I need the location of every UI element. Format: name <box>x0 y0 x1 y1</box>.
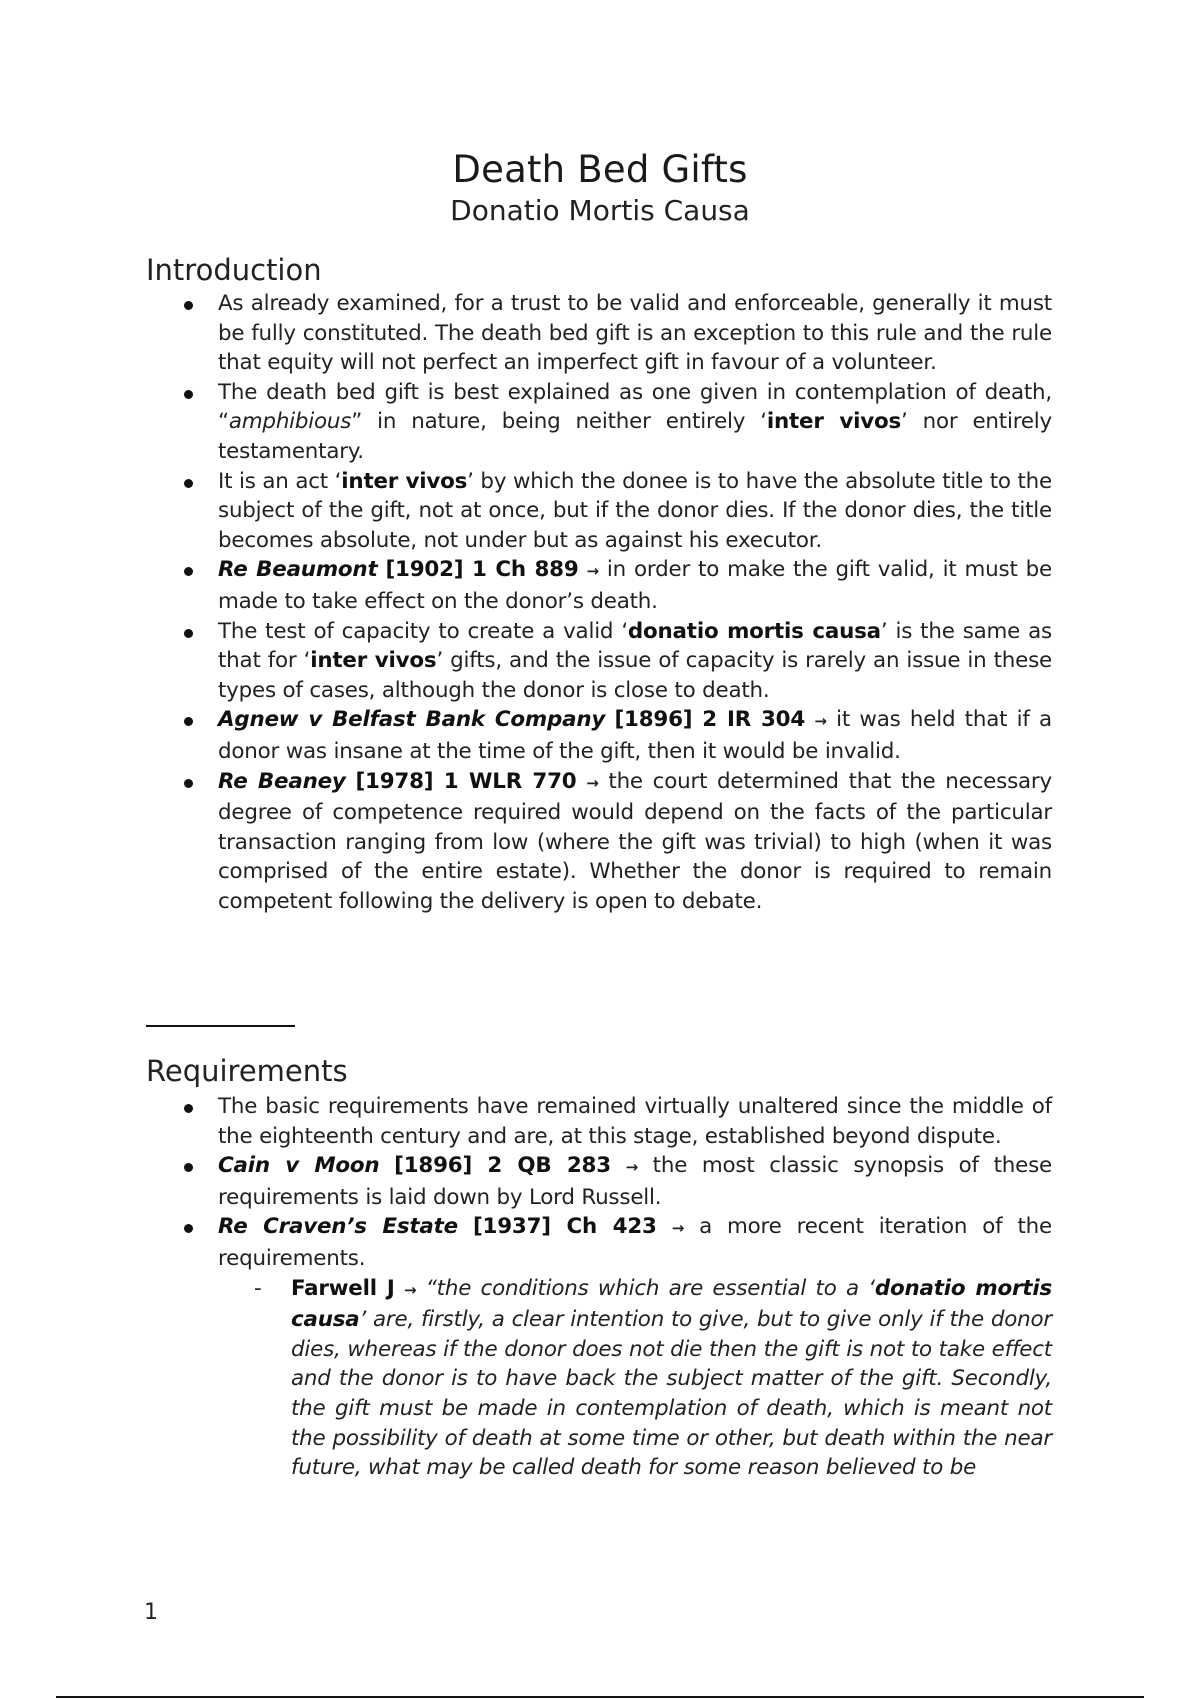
bullet-text-pre: The test of capacity to create a valid ‘ <box>218 618 628 644</box>
section-heading-introduction: Introduction <box>146 253 322 287</box>
bullet-text-pre: It is an act ‘ <box>218 468 342 494</box>
case-name: Re Beaney <box>218 768 346 794</box>
dash-marker: - <box>254 1275 262 1301</box>
page-number: 1 <box>144 1600 158 1625</box>
bold-term: inter vivos <box>310 648 437 674</box>
requirements-list <box>146 1092 1052 1483</box>
list-item <box>146 467 1052 556</box>
arrow-icon: → <box>586 773 599 792</box>
bullet-text-post: ’ nor entirely testamentary. <box>218 409 1052 464</box>
case-name: Agnew v Belfast Bank Company <box>218 707 606 733</box>
introduction-list <box>146 289 1052 916</box>
bullet-icon <box>184 390 193 399</box>
bullet-icon <box>184 567 193 576</box>
bullet-icon <box>184 629 193 638</box>
arrow-icon: → <box>586 562 599 581</box>
list-item <box>146 555 1052 616</box>
list-item <box>146 378 1052 467</box>
bullet-text: in order to make the gift valid, it must be made to take effect on the donor’s death. <box>218 557 1052 614</box>
page-bottom-rule <box>56 1696 1144 1698</box>
case-citation: [1896] 2 QB 283 <box>394 1153 611 1179</box>
bullet-text: a more recent iteration of the requirements. <box>218 1214 1052 1271</box>
sub-list-item <box>218 1274 1052 1483</box>
bullet-icon <box>184 1163 193 1172</box>
list-item <box>146 705 1052 766</box>
case-name: Re Craven’s Estate <box>218 1214 458 1240</box>
bold-term: donatio mortis causa <box>291 1275 1052 1333</box>
judge-name: Farwell J <box>291 1275 395 1301</box>
case-citation: [1978] 1 WLR 770 <box>355 768 577 794</box>
bullet-icon <box>184 301 193 310</box>
bullet-text: The basic requirements have remained virtually unaltered since the middle of the eighteenth century and are, at this stage, established beyond dispute. <box>218 1094 1052 1149</box>
bullet-text-post: ’ gifts, and the issue of capacity is rarely an issue in these types of cases, although the donor is close to death. <box>218 648 1052 703</box>
list-item <box>146 1151 1052 1212</box>
list-item <box>146 289 1052 378</box>
bullet-icon <box>184 1224 193 1233</box>
quote-text-pre: “the conditions which are essential to a ‘ <box>425 1275 875 1301</box>
bullet-text-mid: ” in nature, being neither entirely ‘ <box>351 409 767 435</box>
emphasis-term: amphibious <box>228 409 352 435</box>
bullet-text-post: ’ by which the donee is to have the absolute title to the subject of the gift, not at once, but if the donor dies. If the donor dies, the title becomes absolute, not under but as against his executor. <box>218 468 1052 553</box>
quote-text-post: ’ are, firstly, a clear intention to give, but to give only if the donor dies, whereas if the donor does not die then the gift is not to take effect and the donor is to have back the subject matter of the gift. Secondly, the gift must be made in contemplation of death, which is meant not the possibility of death at some time or other, but death within the near future, what may be called death for some reason believed to be <box>291 1307 1052 1481</box>
list-item <box>146 617 1052 706</box>
bullet-text: it was held that if a donor was insane at the time of the gift, then it would be invalid. <box>218 707 1052 764</box>
case-citation: [1937] Ch 423 <box>472 1214 657 1240</box>
bold-term: inter vivos <box>341 468 468 494</box>
section-heading-requirements: Requirements <box>146 1054 348 1088</box>
arrow-icon: → <box>404 1280 417 1299</box>
bold-term: donatio mortis causa <box>627 618 881 644</box>
bullet-text: the court determined that the necessary degree of competence required would depend on the facts of the particular transaction ranging from low (where the gift was trivial) to high (when it was comprised of the entire estate). Whether the donor is required to remain competent following the delivery is open to debate. <box>218 768 1052 914</box>
case-citation: [1896] 2 IR 304 <box>614 707 806 733</box>
sub-list <box>218 1274 1052 1483</box>
list-item <box>146 1092 1052 1151</box>
bullet-icon <box>184 479 193 488</box>
document-subtitle: Donatio Mortis Causa <box>450 194 750 227</box>
arrow-icon: → <box>671 1219 685 1238</box>
arrow-icon: → <box>625 1158 638 1177</box>
list-item <box>146 767 1052 917</box>
bullet-text-mid: ’ is the same as that for ‘ <box>218 618 1052 674</box>
case-citation: [1902] 1 Ch 889 <box>385 557 579 583</box>
bold-term: inter vivos <box>766 409 902 435</box>
arrow-icon: → <box>814 712 827 731</box>
case-name: Cain v Moon <box>218 1153 380 1179</box>
document-title: Death Bed Gifts <box>452 148 748 191</box>
bullet-icon <box>184 1104 193 1113</box>
bullet-text: the most classic synopsis of these requirements is laid down by Lord Russell. <box>218 1153 1052 1210</box>
bullet-icon <box>184 717 193 726</box>
case-name: Re Beaumont <box>218 557 378 583</box>
section-divider <box>146 1025 295 1027</box>
list-item <box>146 1212 1052 1482</box>
bullet-icon <box>184 779 193 788</box>
bullet-text: As already examined, for a trust to be valid and enforceable, generally it must be fully constituted. The death bed gift is an exception to this rule and the rule that equity will not perfect an imperfect gift in favour of a volunteer. <box>218 291 1052 376</box>
bullet-text-pre: The death bed gift is best explained as one given in contemplation of death, “ <box>218 379 1052 435</box>
